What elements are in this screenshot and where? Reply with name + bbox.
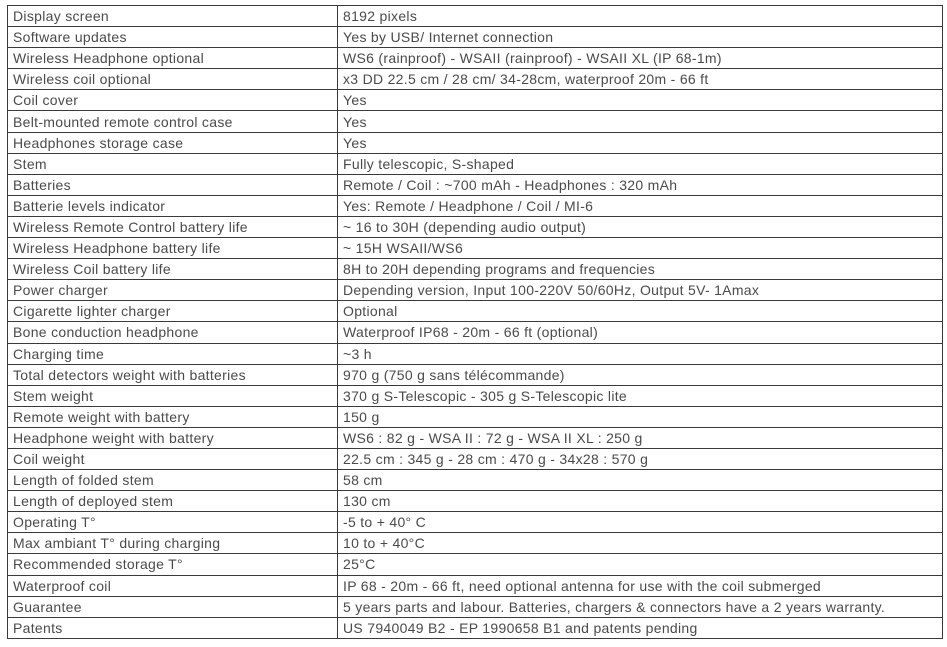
table-row (8, 195, 943, 216)
spec-value: 10 to + 40°C (338, 533, 943, 554)
table-row (8, 259, 943, 280)
table-row (8, 90, 943, 111)
spec-label: Waterproof coil (8, 575, 338, 596)
specifications-table (7, 5, 943, 639)
table-row (8, 153, 943, 174)
spec-value: Waterproof IP68 - 20m - 66 ft (optional) (338, 322, 943, 343)
table-row (8, 27, 943, 48)
spec-value: Depending version, Input 100-220V 50/60Hz, Output 5V- 1Amax (338, 280, 943, 301)
table-row (8, 470, 943, 491)
spec-label: Wireless Headphone optional (8, 48, 338, 69)
spec-value: Optional (338, 301, 943, 322)
table-row (8, 596, 943, 617)
spec-value: x3 DD 22.5 cm / 28 cm/ 34-28cm, waterproof 20m - 66 ft (338, 69, 943, 90)
spec-value: 970 g (750 g sans télécommande) (338, 364, 943, 385)
spec-value: ~ 16 to 30H (depending audio output) (338, 216, 943, 237)
spec-value: Yes (338, 132, 943, 153)
spec-value: 370 g S-Telescopic - 305 g S-Telescopic lite (338, 385, 943, 406)
table-row (8, 448, 943, 469)
spec-value: 150 g (338, 406, 943, 427)
specifications-table-body (8, 6, 943, 639)
table-row (8, 6, 943, 27)
table-row (8, 48, 943, 69)
spec-label: Wireless Coil battery life (8, 259, 338, 280)
spec-label: Remote weight with battery (8, 406, 338, 427)
spec-label: Charging time (8, 343, 338, 364)
spec-value: 5 years parts and labour. Batteries, chargers & connectors have a 2 years warranty. (338, 596, 943, 617)
spec-label: Length of folded stem (8, 470, 338, 491)
table-row (8, 322, 943, 343)
spec-value: Fully telescopic, S-shaped (338, 153, 943, 174)
table-row (8, 174, 943, 195)
table-row (8, 491, 943, 512)
spec-label: Headphone weight with battery (8, 427, 338, 448)
spec-label: Batteries (8, 174, 338, 195)
table-row (8, 111, 943, 132)
table-row (8, 132, 943, 153)
table-row (8, 427, 943, 448)
spec-value: ~ 15H WSAII/WS6 (338, 238, 943, 259)
spec-label: Stem (8, 153, 338, 174)
spec-value: IP 68 - 20m - 66 ft, need optional antenna for use with the coil submerged (338, 575, 943, 596)
table-row (8, 280, 943, 301)
table-row (8, 301, 943, 322)
table-row (8, 385, 943, 406)
spec-value: WS6 : 82 g - WSA II : 72 g - WSA II XL : 250 g (338, 427, 943, 448)
spec-value: Yes by USB/ Internet connection (338, 27, 943, 48)
table-row (8, 406, 943, 427)
spec-label: Bone conduction headphone (8, 322, 338, 343)
spec-value: -5 to + 40° C (338, 512, 943, 533)
spec-label: Display screen (8, 6, 338, 27)
spec-label: Wireless coil optional (8, 69, 338, 90)
table-row (8, 69, 943, 90)
spec-label: Coil cover (8, 90, 338, 111)
spec-value: 8192 pixels (338, 6, 943, 27)
spec-label: Patents (8, 617, 338, 638)
spec-label: Software updates (8, 27, 338, 48)
table-row (8, 533, 943, 554)
table-row (8, 238, 943, 259)
spec-label: Max ambiant T° during charging (8, 533, 338, 554)
spec-value: WS6 (rainproof) - WSAII (rainproof) - WSAII XL (IP 68-1m) (338, 48, 943, 69)
spec-value: Yes: Remote / Headphone / Coil / MI-6 (338, 195, 943, 216)
spec-value: 130 cm (338, 491, 943, 512)
spec-label: Headphones storage case (8, 132, 338, 153)
spec-label: Batterie levels indicator (8, 195, 338, 216)
spec-label: Recommended storage T° (8, 554, 338, 575)
table-row (8, 216, 943, 237)
spec-value: 25°C (338, 554, 943, 575)
spec-label: Power charger (8, 280, 338, 301)
spec-value: ~3 h (338, 343, 943, 364)
spec-label: Length of deployed stem (8, 491, 338, 512)
table-row (8, 364, 943, 385)
spec-label: Belt-mounted remote control case (8, 111, 338, 132)
table-row (8, 512, 943, 533)
table-row (8, 575, 943, 596)
spec-value: Yes (338, 90, 943, 111)
spec-label: Wireless Remote Control battery life (8, 216, 338, 237)
spec-label: Coil weight (8, 448, 338, 469)
spec-label: Cigarette lighter charger (8, 301, 338, 322)
spec-value: 8H to 20H depending programs and frequencies (338, 259, 943, 280)
spec-value: 22.5 cm : 345 g - 28 cm : 470 g - 34x28 : 570 g (338, 448, 943, 469)
spec-label: Operating T° (8, 512, 338, 533)
spec-value: US 7940049 B2 - EP 1990658 B1 and patents pending (338, 617, 943, 638)
spec-label: Total detectors weight with batteries (8, 364, 338, 385)
spec-value: Yes (338, 111, 943, 132)
table-row (8, 343, 943, 364)
spec-label: Guarantee (8, 596, 338, 617)
table-row (8, 554, 943, 575)
spec-label: Stem weight (8, 385, 338, 406)
spec-value: Remote / Coil : ~700 mAh - Headphones : 320 mAh (338, 174, 943, 195)
spec-label: Wireless Headphone battery life (8, 238, 338, 259)
spec-value: 58 cm (338, 470, 943, 491)
table-row (8, 617, 943, 638)
